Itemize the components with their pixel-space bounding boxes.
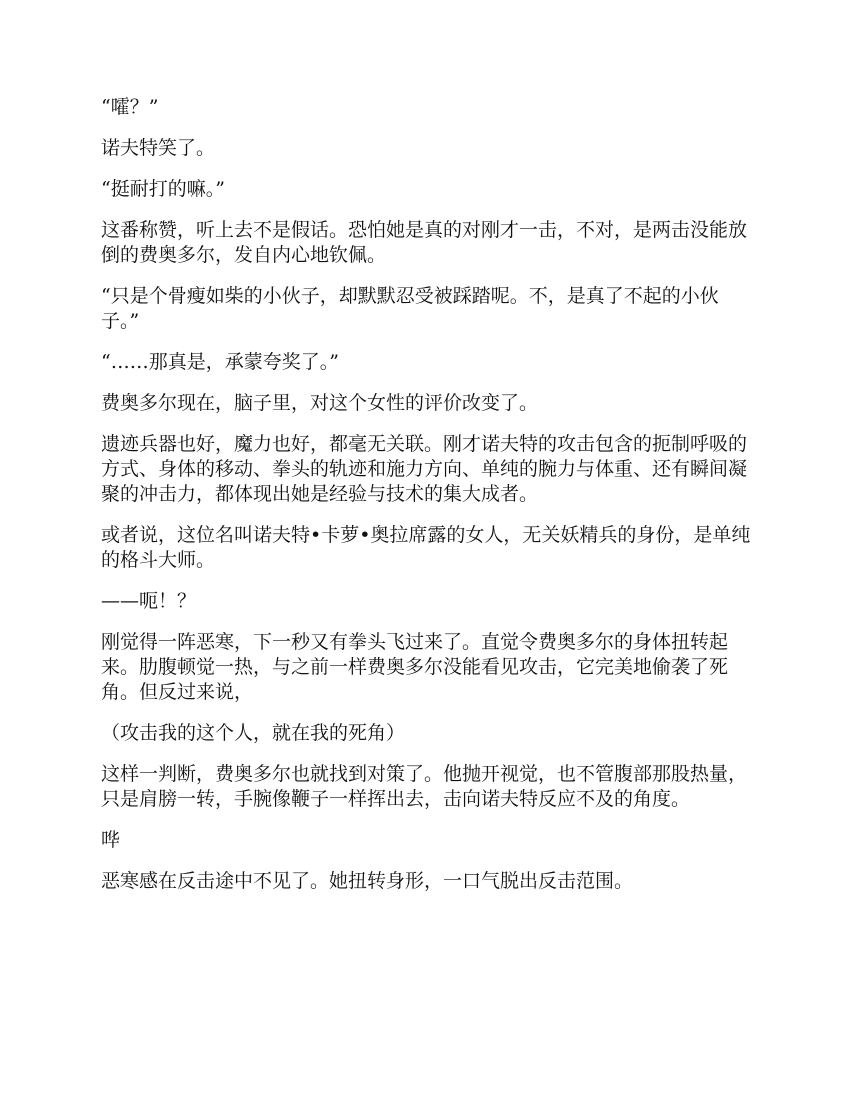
paragraph-8: 遗迹兵器也好，魔力也好，都毫无关联。刚才诺夫特的攻击包含的扼制呼吸的方式、身体的移动、拳头的轨迹和施力方向、单纯的腕力与体重、还有瞬间凝聚的冲击力，都体现出她是经验与技术的集大成者。 xyxy=(101,433,748,505)
paragraph-2: 诺夫特笑了。 xyxy=(101,137,216,159)
paragraph-4: 这番称赞，听上去不是假话。恐怕她是真的对刚才一击，不对，是两击没能放倒的费奥多尔，发自内心地钦佩。 xyxy=(101,219,748,266)
paragraph-10: ——呃！？ xyxy=(101,590,197,612)
paragraph-5: “只是个骨瘦如柴的小伙子，却默默忍受被踩踏呢。不，是真了不起的小伙子。” xyxy=(101,285,719,332)
paragraph-12: （攻击我的这个人，就在我的死角） xyxy=(101,722,406,744)
paragraph-6: “……那真是，承蒙夸奖了。” xyxy=(101,351,339,373)
document-body xyxy=(101,95,751,910)
paragraph-7: 费奥多尔现在，脑子里，对这个女性的评价改变了。 xyxy=(101,392,539,414)
paragraph-9: 或者说，这位名叫诺夫特•卡萝•奥拉席露的女人，无关妖精兵的身份，是单纯的格斗大师。 xyxy=(101,524,751,571)
paragraph-14: 哗 xyxy=(101,829,121,851)
paragraph-15: 恶寒感在反击途中不见了。她扭转身形，一口气脱出反击范围。 xyxy=(101,870,634,892)
paragraph-11: 刚觉得一阵恶寒，下一秒又有拳头飞过来了。直觉令费奥多尔的身体扭转起来。肋腹顿觉一热，与之前一样费奥多尔没能看见攻击，它完美地偷袭了死角。但反过来说， xyxy=(101,631,729,703)
paragraph-3: “挺耐打的嘛。” xyxy=(101,178,225,200)
paragraph-13: 这样一判断，费奥多尔也就找到对策了。他抛开视觉，也不管腹部那股热量，只是肩膀一转，手腕像鞭子一样挥出去，击向诺夫特反应不及的角度。 xyxy=(101,763,748,810)
paragraph-1: “嚯？” xyxy=(101,96,159,118)
